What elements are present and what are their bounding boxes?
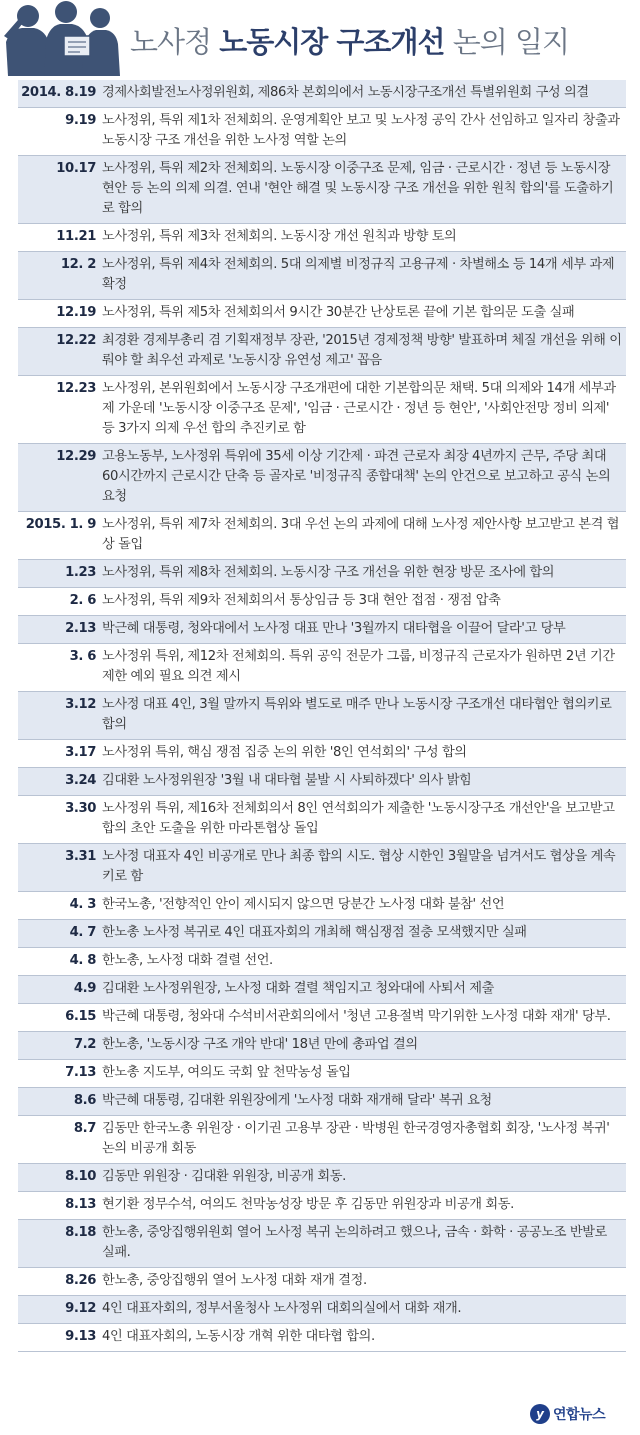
entry-text: 고용노동부, 노사정위 특위에 35세 이상 기간제 · 파견 근로자 최장 4년까지 근무, 주당 최대 60시간까지 근로시간 단축 등 골자로 '비정규직 종합대책' 논의 안건으로 보고하고 공식 논의 요청: [102, 449, 611, 504]
timeline-entry: [18, 1296, 626, 1324]
timeline-entry: [18, 948, 626, 976]
entry-date: 4. 3: [69, 897, 96, 912]
timeline-entry: [18, 224, 626, 252]
entry-text: 한노총, 중앙집행위 열어 노사정 대화 재개 결정.: [102, 1273, 367, 1288]
entry-date: 3.12: [65, 697, 96, 712]
entry-text: 김동만 위원장 · 김대환 위원장, 비공개 회동.: [102, 1169, 346, 1184]
timeline-entry: [18, 1088, 626, 1116]
entry-date: 12.29: [56, 449, 96, 464]
timeline-entry: [18, 692, 626, 740]
entry-text: 노사정위, 특위 제9차 전체회의서 통상임금 등 3대 현안 접점 · 쟁점 압축: [102, 593, 501, 608]
entry-date: 3.31: [65, 849, 96, 864]
source-name: 연합뉴스: [553, 1407, 606, 1423]
entry-date: 1.23: [65, 565, 96, 580]
timeline-entry: [18, 328, 626, 376]
entry-text: 노사정위 특위, 제12차 전체회의. 특위 공익 전문가 그룹, 비정규직 근로자가 원하면 2년 기간제한 예외 필요 의견 제시: [102, 649, 615, 684]
header: [0, 0, 640, 72]
entry-date: 8.6: [73, 1093, 96, 1108]
entry-text: 박근혜 대통령, 김대환 위원장에게 '노사정 대화 재개해 달라' 복귀 요청: [102, 1093, 492, 1108]
entry-date: 3.30: [65, 801, 96, 816]
entry-text: 현기환 정무수석, 여의도 천막농성장 방문 후 김동만 위원장과 비공개 회동.: [102, 1197, 514, 1212]
entry-text: 한노총 지도부, 여의도 국회 앞 천막농성 돌입: [102, 1065, 351, 1080]
entry-date: 8.10: [65, 1169, 96, 1184]
entry-date: 3.17: [65, 745, 96, 760]
entry-text: 박근혜 대통령, 청와대에서 노사정 대표 만나 '3월까지 대타협을 이끌어 달라'고 당부: [102, 621, 566, 636]
timeline-entry: [18, 1220, 626, 1268]
yonhap-logo-icon: y: [530, 1404, 550, 1424]
entry-date: 12. 2: [60, 257, 96, 272]
entry-date: 8.18: [65, 1225, 96, 1240]
entry-text: 노사정위, 특위 제5차 전체회의서 9시간 30분간 난상토론 끝에 기본 합의문 도출 실패: [102, 305, 575, 320]
timeline-entry: [18, 1268, 626, 1296]
entry-date: 2. 6: [69, 593, 96, 608]
entry-date: 3.24: [65, 773, 96, 788]
timeline-entry: [18, 1324, 626, 1352]
timeline-entry: [18, 976, 626, 1004]
timeline-entry: [18, 844, 626, 892]
timeline-entry: [18, 560, 626, 588]
timeline-entry: [18, 300, 626, 328]
timeline-entry: [18, 644, 626, 692]
timeline-entry: [18, 1032, 626, 1060]
timeline-entry: [18, 892, 626, 920]
entry-text: 노사정위, 특위 제2차 전체회의. 노동시장 이중구조 문제, 임금 · 근로시간 · 정년 등 노동시장 현안 등 논의 의제 의결. 연내 '현안 해결 및 노동시장 구조 개선을 위한 원칙 합의'를 도출하기로 합의: [102, 161, 614, 216]
entry-text: 최경환 경제부총리 겸 기획재정부 장관, '2015년 경제정책 방향' 발표하며 체질 개선을 위해 이뤄야 할 최우선 과제로 '노동시장 유연성 제고' 꼽음: [102, 333, 622, 368]
entry-text: 노사정위, 특위 제4차 전체회의. 5대 의제별 비정규직 고용규제 · 차별해소 등 14개 세부 과제 확정: [102, 257, 615, 292]
entry-date: 2014. 8.19: [21, 85, 96, 100]
entry-text: 노사정위, 특위 제1차 전체회의. 운영계획안 보고 및 노사정 공익 간사 선임하고 일자리 창출과 노동시장 구조 개선을 위한 노사정 역할 논의: [102, 113, 620, 148]
timeline-entry: [18, 1164, 626, 1192]
timeline-entry: [18, 80, 626, 108]
entry-text: 한노총, 중앙집행위원회 열어 노사정 복귀 논의하려고 했으나, 금속 · 화학 · 공공노조 반발로 실패.: [102, 1225, 607, 1260]
timeline-entry: [18, 920, 626, 948]
entry-text: 4인 대표자회의, 노동시장 개혁 위한 대타협 합의.: [102, 1329, 375, 1344]
entry-text: 한국노총, '전향적인 안이 제시되지 않으면 당분간 노사정 대화 불참' 선언: [102, 897, 505, 912]
title-suffix: 논의 일지: [444, 25, 569, 59]
timeline-entry: [18, 616, 626, 644]
entry-date: 2.13: [65, 621, 96, 636]
entry-date: 9.12: [65, 1301, 96, 1316]
title-bold: 노동시장 구조개선: [219, 25, 445, 59]
timeline-entry: [18, 156, 626, 224]
entry-text: 김동만 한국노총 위원장 · 이기권 고용부 장관 · 박병원 한국경영자총협회 회장, '노사정 복귀' 논의 비공개 회동: [102, 1121, 610, 1156]
entry-text: 노사정위 특위, 제16차 전체회의서 8인 연석회의가 제출한 '노동시장구조 개선안'을 보고받고 합의 초안 도출을 위한 마라톤협상 돌입: [102, 801, 615, 836]
entry-date: 2015. 1. 9: [25, 517, 96, 532]
entry-text: 4인 대표자회의, 정부서울청사 노사정위 대회의실에서 대화 재개.: [102, 1301, 462, 1316]
timeline-entry: [18, 1060, 626, 1088]
entry-text: 김대환 노사정위원장, 노사정 대화 결렬 책임지고 청와대에 사퇴서 제출: [102, 981, 494, 996]
timeline-entry: [18, 376, 626, 444]
entry-date: 12.19: [56, 305, 96, 320]
timeline-entry: [18, 768, 626, 796]
entry-text: 한노총, '노동시장 구조 개악 반대' 18년 만에 총파업 결의: [102, 1037, 418, 1052]
entry-date: 4.9: [73, 981, 96, 996]
entry-date: 12.23: [56, 381, 96, 396]
entry-date: 8.13: [65, 1197, 96, 1212]
entry-date: 11.21: [56, 229, 96, 244]
timeline-entry: [18, 108, 626, 156]
entry-text: 경제사회발전노사정위원회, 제86차 본회의에서 노동시장구조개선 특별위원회 구성 의결: [102, 85, 589, 100]
entry-text: 노사정위 특위, 핵심 쟁점 집중 논의 위한 '8인 연석회의' 구성 합의: [102, 745, 467, 760]
page-title: [130, 20, 569, 61]
timeline-entry: [18, 1004, 626, 1032]
entry-date: 9.13: [65, 1329, 96, 1344]
timeline-entry: [18, 444, 626, 512]
entry-date: 4. 8: [69, 953, 96, 968]
timeline-list: [18, 80, 626, 1352]
entry-text: 노사정위, 특위 제7차 전체회의. 3대 우선 논의 과제에 대해 노사정 제안사항 보고받고 본격 협상 돌입: [102, 517, 620, 552]
entry-date: 3. 6: [69, 649, 96, 664]
title-prefix: 노사정: [130, 25, 220, 59]
entry-date: 7.2: [73, 1037, 96, 1052]
entry-text: 한노총 노사정 복귀로 4인 대표자회의 개최해 핵심쟁점 절충 모색했지만 실패: [102, 925, 527, 940]
entry-text: 박근혜 대통령, 청와대 수석비서관회의에서 '청년 고용절벽 막기위한 노사정 대화 재개' 당부.: [102, 1009, 611, 1024]
entry-date: 7.13: [65, 1065, 96, 1080]
entry-date: 10.17: [56, 161, 96, 176]
entry-text: 김대환 노사정위원장 '3월 내 대타협 불발 시 사퇴하겠다' 의사 밝힘: [102, 773, 472, 788]
entry-text: 노사정위, 특위 제3차 전체회의. 노동시장 개선 원칙과 방향 토의: [102, 229, 457, 244]
timeline-entry: [18, 588, 626, 616]
entry-text: 노사정 대표자 4인 비공개로 만나 최종 합의 시도. 협상 시한인 3월말을 넘겨서도 협상을 계속키로 함: [102, 849, 616, 884]
timeline-entry: [18, 512, 626, 560]
timeline-entry: [18, 1192, 626, 1220]
timeline-entry: [18, 1116, 626, 1164]
entry-date: 9.19: [65, 113, 96, 128]
entry-text: 노사정위, 특위 제8차 전체회의. 노동시장 구조 개선을 위한 현장 방문 조사에 합의: [102, 565, 555, 580]
entry-date: 8.7: [73, 1121, 96, 1136]
entry-text: 노사정위, 본위원회에서 노동시장 구조개편에 대한 기본합의문 채택. 5대 의제와 14개 세부과제 가운데 '노동시장 이중구조 문제', '임금 · 근로시간 · 정년 등 현안', '사회안전망 정비 의제' 등 3가지 의제 우선 합의 추진키로 함: [102, 381, 616, 436]
entry-date: 12.22: [56, 333, 96, 348]
entry-date: 6.15: [65, 1009, 96, 1024]
timeline-entry: [18, 796, 626, 844]
business-people-silhouette-icon: [4, 0, 120, 76]
entry-text: 한노총, 노사정 대화 결렬 선언.: [102, 953, 273, 968]
timeline-entry: [18, 740, 626, 768]
entry-date: 4. 7: [69, 925, 96, 940]
entry-date: 8.26: [65, 1273, 96, 1288]
source-logo: [530, 1404, 605, 1424]
timeline-entry: [18, 252, 626, 300]
entry-text: 노사정 대표 4인, 3월 말까지 특위와 별도로 매주 만나 노동시장 구조개선 대타협안 협의키로 합의: [102, 697, 612, 732]
